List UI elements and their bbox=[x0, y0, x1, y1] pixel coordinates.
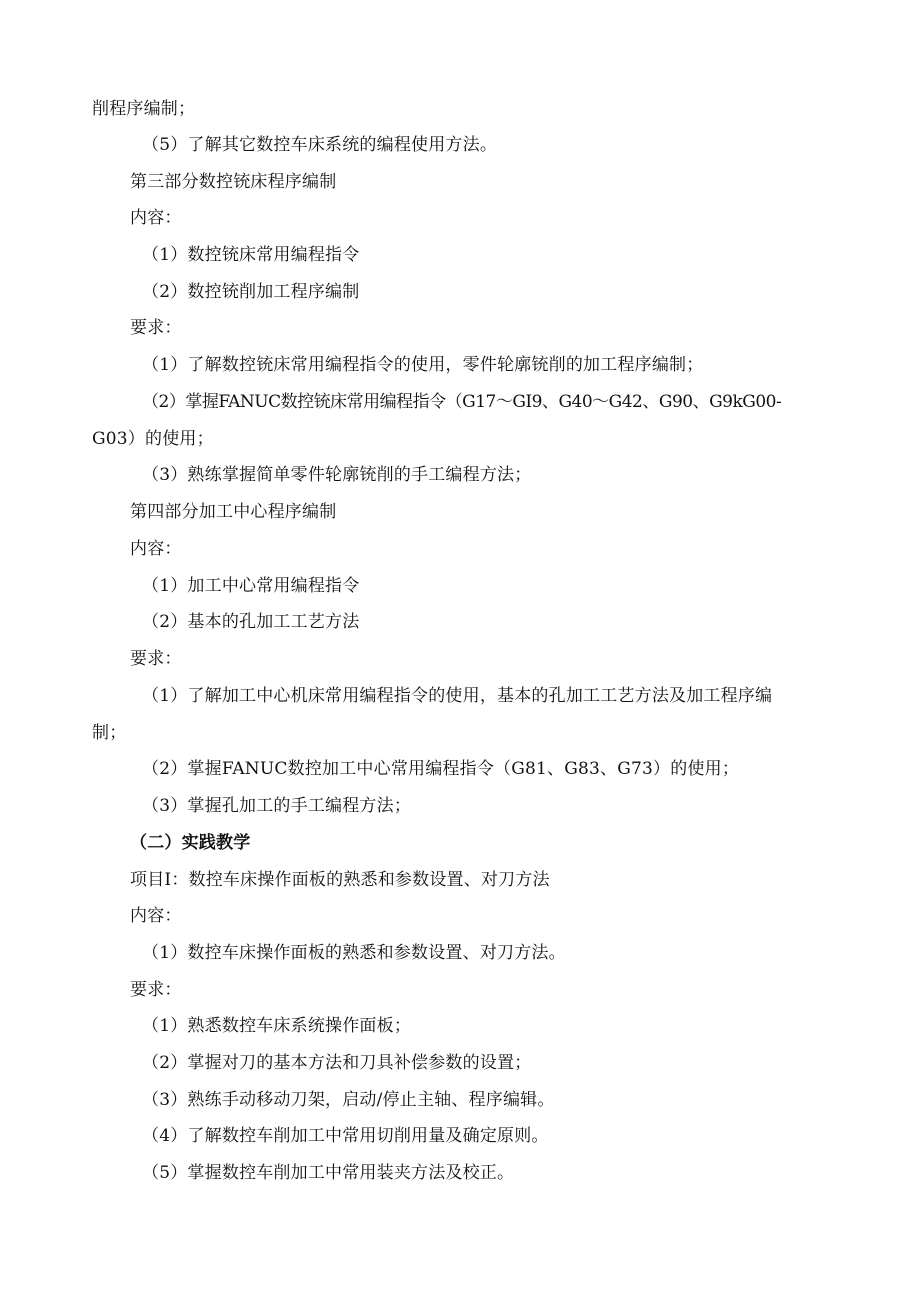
subsection-label: 内容： bbox=[130, 539, 182, 559]
subsection-label: 要求： bbox=[130, 318, 182, 338]
text-line: （5）掌握数控车削加工中常用装夹方法及校正。 bbox=[142, 1163, 515, 1183]
section-heading: 第三部分数控铳床程序编制 bbox=[130, 172, 337, 192]
text-line: （1）熟悉数控车床系统操作面板； bbox=[142, 1016, 412, 1036]
text-line: （2）掌握FANUC数控加工中心常用编程指令（G81、G83、G73）的使用； bbox=[142, 759, 740, 779]
text-line: G03）的使用； bbox=[92, 429, 214, 449]
subsection-label: 内容： bbox=[130, 208, 182, 228]
text-line: （3）熟练手动移动刀架，启动/停止主轴、程序编辑。 bbox=[142, 1090, 555, 1110]
subsection-label: 要求： bbox=[130, 649, 182, 669]
section-heading: 第四部分加工中心程序编制 bbox=[130, 502, 337, 522]
text-line: （2）掌握对刀的基本方法和刀具补偿参数的设置； bbox=[142, 1053, 532, 1073]
text-line: （1）数控车床操作面板的熟悉和参数设置、对刀方法。 bbox=[142, 943, 566, 963]
text-line: （3）掌握孔加工的手工编程方法； bbox=[142, 796, 412, 816]
text-line: （2）掌握FANUC数控铳床常用编程指令（G17～GI9、G40～G42、G90、G9kG00- bbox=[142, 392, 782, 412]
text-line: （1）了解数控铳床常用编程指令的使用，零件轮廓铳削的加工程序编制； bbox=[142, 355, 704, 375]
text-line: （3）熟练掌握简单零件轮廓铳削的手工编程方法； bbox=[142, 465, 532, 485]
text-line: （5）了解其它数控车床系统的编程使用方法。 bbox=[142, 135, 498, 155]
text-line: （1）数控铳床常用编程指令 bbox=[142, 245, 360, 265]
text-line: （2）数控铳削加工程序编制 bbox=[142, 282, 360, 302]
project-heading: 项目I：数控车床操作面板的熟悉和参数设置、对刀方法 bbox=[130, 870, 550, 890]
text-line: 削程序编制； bbox=[92, 99, 196, 119]
text-line: （2）基本的孔加工工艺方法 bbox=[142, 612, 360, 632]
subsection-label: 要求： bbox=[130, 980, 182, 1000]
section-heading-bold: （二）实践教学 bbox=[130, 833, 251, 853]
text-line: （1）加工中心常用编程指令 bbox=[142, 576, 360, 596]
text-line: （1）了解加工中心机床常用编程指令的使用，基本的孔加工工艺方法及加工程序编 bbox=[142, 686, 773, 706]
text-line: 制； bbox=[92, 723, 127, 743]
subsection-label: 内容： bbox=[130, 906, 182, 926]
text-line: （4）了解数控车削加工中常用切削用量及确定原则。 bbox=[142, 1126, 549, 1146]
